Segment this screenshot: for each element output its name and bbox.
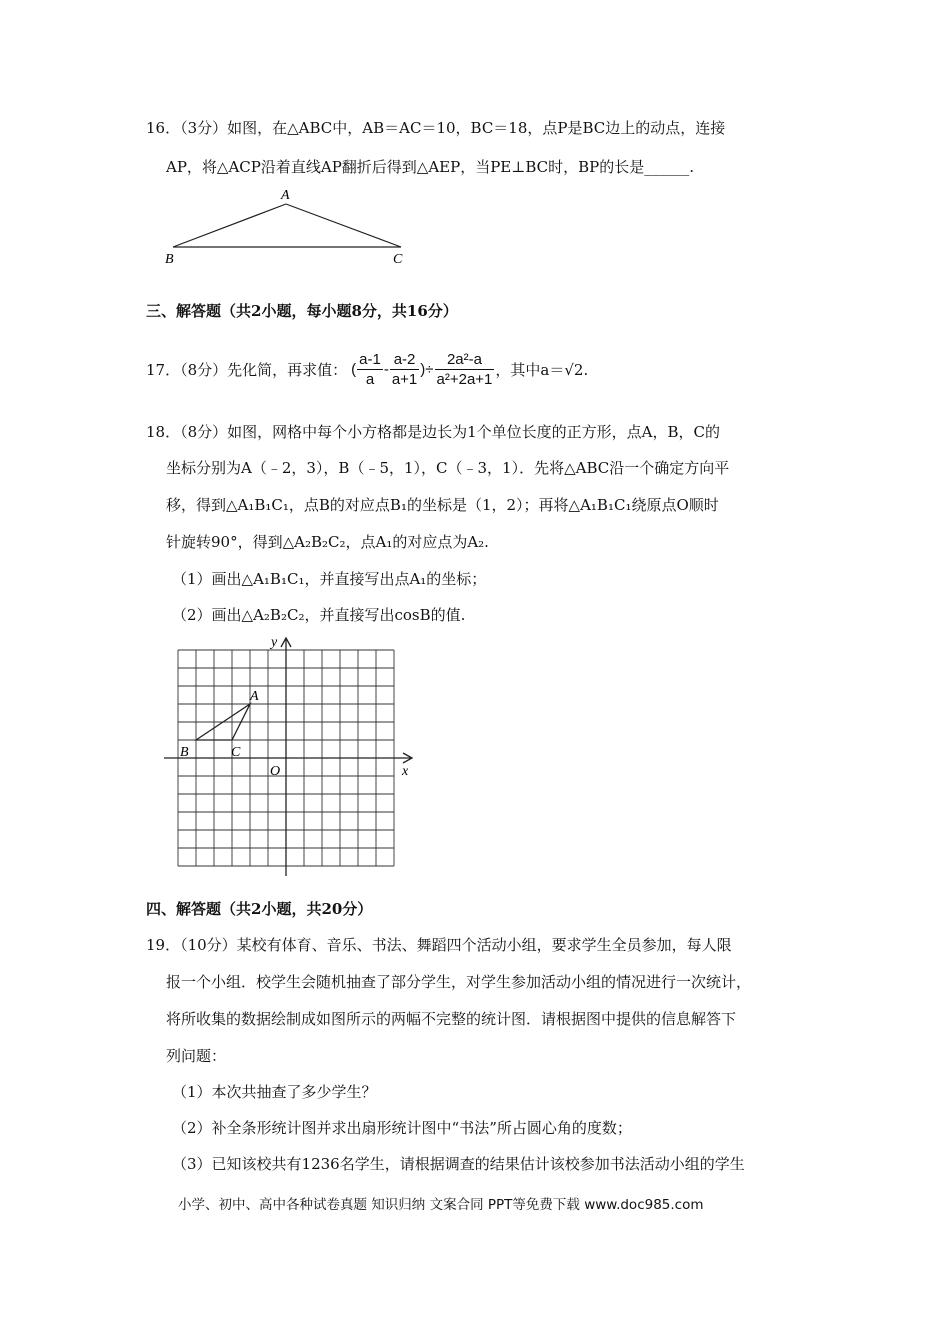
q19-line2: 报一个小组．校学生会随机抽查了部分学生，对学生参加活动小组的情况进行一次统计， bbox=[166, 973, 752, 991]
q17-prefix: 17．（8分）先化简，再求值： bbox=[146, 360, 348, 379]
q19-sub3: （3）已知该校共有1236名学生，请根据调查的结果估计该校参加书法活动小组的学生 bbox=[172, 1155, 745, 1173]
q17: 17．（8分）先化简，再求值： ( $\frac{a-1}{a}$ - $\frac{a-2}{a+1}$ )÷ $\frac{\text{2a²-a}}{\text{a²+2a+1}}$ ，其中a＝√2. bbox=[146, 350, 589, 388]
q17-frac3: $\frac{\text{2a²-a}}{\text{a²+2a+1}}$ bbox=[436, 350, 493, 388]
label-c: C bbox=[231, 745, 241, 760]
label-a: A bbox=[250, 689, 259, 704]
q17-frac1: $\frac{a-1}{a}$ bbox=[359, 350, 381, 388]
q17-suffix: ，其中a＝√2. bbox=[495, 360, 589, 379]
q19-line1: 19．（10分）某校有体育、音乐、书法、舞蹈四个活动小组，要求学生全员参加，每人限 bbox=[146, 936, 732, 954]
q16-line1: 16．（3分）如图，在△ABC中，AB＝AC＝10，BC＝18，点P是BC边上的动点，连接 bbox=[146, 119, 726, 137]
q16-line2: AP，将△ACP沿着直线AP翻折后得到△AEP，当PE⊥BC时，BP的长是______. bbox=[166, 158, 695, 176]
q18-line4: 针旋转90°，得到△A₂B₂C₂，点A₁的对应点为A₂. bbox=[166, 533, 489, 551]
q18-line3: 移，得到△A₁B₁C₁，点B的对应点B₁的坐标是（1，2）；再将△A₁B₁C₁绕原点O顺时 bbox=[166, 496, 719, 514]
label-c: C bbox=[393, 252, 403, 267]
section4-heading: 四、解答题（共2小题，共20分） bbox=[146, 900, 373, 918]
label-y: y bbox=[271, 635, 278, 650]
q19-sub1: （1）本次共抽查了多少学生？ bbox=[172, 1083, 377, 1101]
label-b: B bbox=[180, 745, 189, 760]
label-b: B bbox=[165, 252, 174, 267]
coordinate-grid bbox=[160, 630, 420, 880]
q18-sub1: （1）画出△A₁B₁C₁，并直接写出点A₁的坐标； bbox=[172, 570, 487, 588]
q19-sub2: （2）补全条形统计图并求出扇形统计图中“书法”所占圆心角的度数； bbox=[172, 1119, 632, 1137]
q19-line3: 将所收集的数据绘制成如图所示的两幅不完整的统计图．请根据图中提供的信息解答下 bbox=[166, 1010, 737, 1028]
footer-text: 小学、初中、高中各种试卷真题 知识归纳 文案合同 PPT等免费下载 www.doc985.com bbox=[178, 1197, 704, 1213]
q19-line4: 列问题： bbox=[166, 1047, 227, 1065]
label-x: x bbox=[402, 764, 409, 779]
q18-line1: 18．（8分）如图，网格中每个小方格都是边长为1个单位长度的正方形，点A，B，C的 bbox=[146, 423, 721, 441]
q17-frac2: $\frac{a-2}{a+1}$ bbox=[391, 350, 418, 388]
label-o: O bbox=[270, 764, 281, 779]
label-a: A bbox=[281, 188, 290, 203]
q18-line2: 坐标分别为A（﹣2，3），B（﹣5，1），C（﹣3，1）．先将△ABC沿一个确定方向平 bbox=[166, 459, 730, 477]
triangle-figure bbox=[155, 183, 415, 268]
q18-sub2: （2）画出△A₂B₂C₂，并直接写出cosB的值. bbox=[172, 606, 466, 624]
section3-heading: 三、解答题（共2小题，每小题8分，共16分） bbox=[146, 302, 458, 320]
